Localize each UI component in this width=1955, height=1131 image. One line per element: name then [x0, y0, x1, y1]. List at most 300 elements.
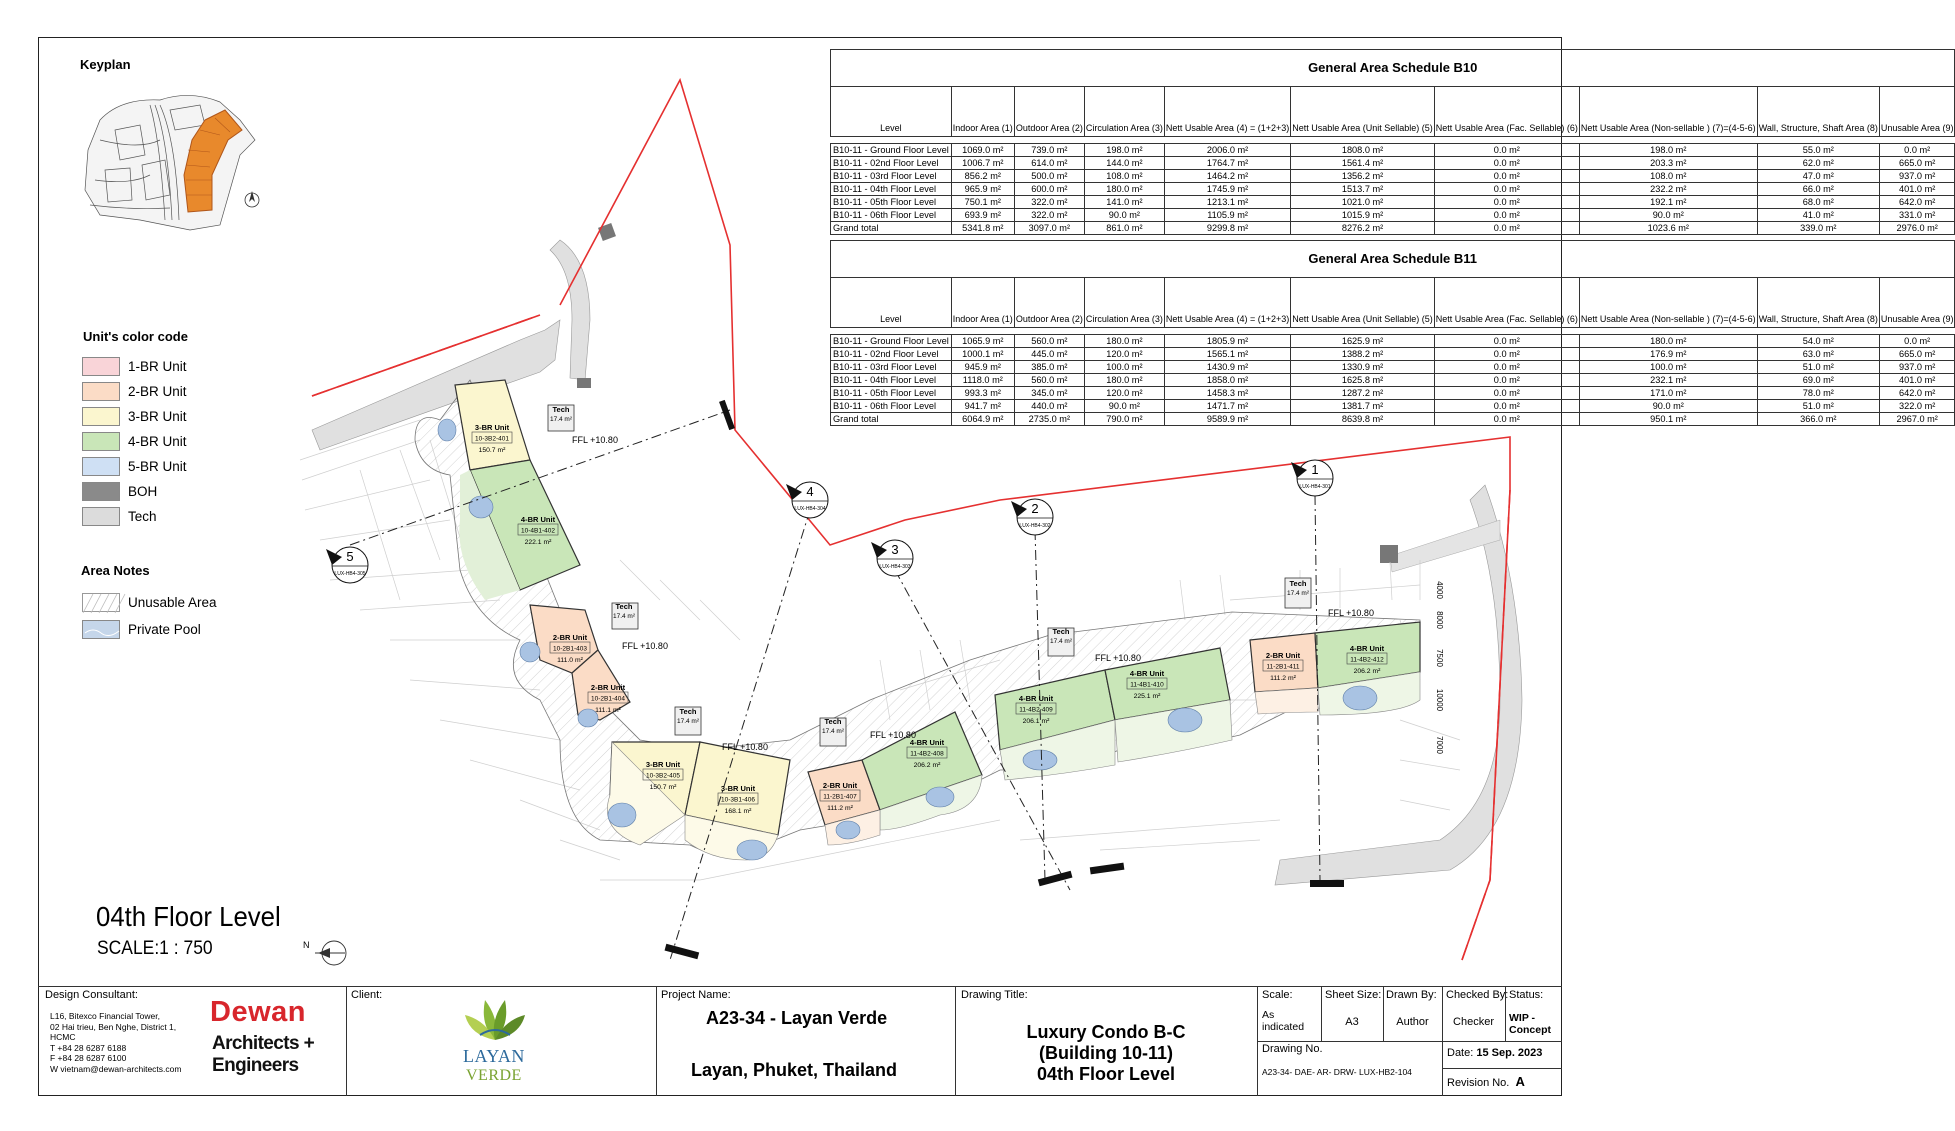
- project-location: Layan, Phuket, Thailand: [691, 1060, 898, 1080]
- schedule-cell: 993.3 m²: [951, 387, 1014, 400]
- schedule-cell: 0.0 m²: [1434, 335, 1579, 348]
- schedule-cell: 693.9 m²: [951, 209, 1014, 222]
- unit-area-label: 150.7 m²: [478, 447, 506, 454]
- schedule-cell: 0.0 m²: [1434, 374, 1579, 387]
- dewan-logo-line2: Architects +: [212, 1033, 315, 1054]
- schedule-cell: 68.0 m²: [1757, 196, 1879, 209]
- drawn-by-label: Drawn By:: [1386, 989, 1437, 1001]
- schedule-total-cell: 790.0 m²: [1084, 413, 1164, 426]
- unit-411: [1250, 633, 1318, 692]
- schedule-cell: 1381.7 m²: [1291, 400, 1435, 413]
- unit-area-label: 168.1 m²: [724, 808, 752, 815]
- legend-label: 5-BR Unit: [128, 458, 187, 474]
- section-ref: LUX-HB4-302: [1019, 523, 1051, 529]
- schedule-cell: 500.0 m²: [1014, 170, 1084, 183]
- schedule-cell: B10-11 - 05th Floor Level: [831, 387, 952, 400]
- unit-code-label: 11-2B1-407: [823, 793, 857, 801]
- schedule-cell: 232.2 m²: [1579, 183, 1757, 196]
- tech-area-label: 17.4 m²: [549, 416, 573, 423]
- schedule-cell: 322.0 m²: [1014, 196, 1084, 209]
- schedule-total-cell: 339.0 m²: [1757, 222, 1879, 235]
- schedule-cell: 322.0 m²: [1879, 400, 1955, 413]
- legend-label: 3-BR Unit: [128, 408, 187, 424]
- access-road: [1390, 520, 1500, 572]
- schedule-header-cell: Wall, Structure, Shaft Area (8): [1757, 278, 1879, 328]
- schedule-header-cell: Nett Usable Area (4) = (1+2+3): [1164, 87, 1290, 137]
- schedule-cell: 1565.1 m²: [1164, 348, 1290, 361]
- unit-code-label: 10-2B1-403: [553, 645, 587, 653]
- schedule-cell: 180.0 m²: [1084, 183, 1164, 196]
- schedule-cell: 54.0 m²: [1757, 335, 1879, 348]
- dimension-label: 8000: [1435, 611, 1444, 629]
- schedule-cell: 144.0 m²: [1084, 157, 1164, 170]
- schedule-header-cell: Nett Usable Area (Unit Sellable) (5): [1291, 278, 1435, 328]
- schedule-header-cell: Unusable Area (9): [1879, 278, 1955, 328]
- schedule-cell: 41.0 m²: [1757, 209, 1879, 222]
- schedule-cell: 1118.0 m²: [951, 374, 1014, 387]
- schedule-total-cell: 9299.8 m²: [1164, 222, 1290, 235]
- schedule-cell: 1471.7 m²: [1164, 400, 1290, 413]
- client-logo-layan: LAYAN: [463, 1046, 525, 1066]
- schedule-cell: 90.0 m²: [1579, 209, 1757, 222]
- schedule-cell: 180.0 m²: [1084, 374, 1164, 387]
- schedule-cell: 63.0 m²: [1757, 348, 1879, 361]
- title-block-top-border: [38, 986, 1562, 987]
- unit-type-label: 4-BR Unit: [520, 515, 556, 524]
- schedule-header-cell: Level: [831, 87, 952, 137]
- unit-type-label: 4-BR Unit: [1349, 644, 1385, 653]
- unit-type-label: 3-BR Unit: [645, 760, 681, 769]
- schedule-cell: 100.0 m²: [1579, 361, 1757, 374]
- schedule-total-cell: 0.0 m²: [1434, 413, 1579, 426]
- drawing-scale: SCALE:1 : 750: [97, 938, 213, 959]
- unit-area-label: 222.1 m²: [524, 539, 552, 546]
- status-label: Status:: [1509, 989, 1544, 1001]
- schedule-cell: 1561.4 m²: [1291, 157, 1435, 170]
- schedule-cell: 1015.9 m²: [1291, 209, 1435, 222]
- schedule-total-cell: 2967.0 m²: [1879, 413, 1955, 426]
- schedule-header-cell: Nett Usable Area (4) = (1+2+3): [1164, 278, 1290, 328]
- tech-label: Tech: [1289, 579, 1307, 588]
- tech-area-label: 17.4 m²: [821, 728, 845, 735]
- tech-area-label: 17.4 m²: [1049, 638, 1073, 645]
- schedule-total-cell: 2735.0 m²: [1014, 413, 1084, 426]
- schedule-header-cell: Outdoor Area (2): [1014, 278, 1084, 328]
- schedule-total-cell: Grand total: [831, 413, 952, 426]
- schedule-cell: 120.0 m²: [1084, 387, 1164, 400]
- schedule-cell: 345.0 m²: [1014, 387, 1084, 400]
- schedule-cell: 1625.8 m²: [1291, 374, 1435, 387]
- schedule-cell: 171.0 m²: [1579, 387, 1757, 400]
- schedule-total-cell: 861.0 m²: [1084, 222, 1164, 235]
- schedule-cell: B10-11 - Ground Floor Level: [831, 335, 952, 348]
- unit-area-label: 111.1 m²: [595, 707, 621, 714]
- scale-value: As indicated: [1262, 1009, 1305, 1033]
- sheet-size-label: Sheet Size:: [1325, 989, 1382, 1001]
- revision-value: A: [1515, 1074, 1525, 1089]
- schedule-header-cell: Level: [831, 278, 952, 328]
- schedule-cell: 108.0 m²: [1579, 170, 1757, 183]
- schedule-total-cell: 950.1 m²: [1579, 413, 1757, 426]
- client-logo-verde: VERDE: [466, 1067, 522, 1084]
- schedule-cell: 665.0 m²: [1879, 157, 1955, 170]
- layan-verde-leaf-icon: [460, 995, 530, 1045]
- schedule-cell: 1745.9 m²: [1164, 183, 1290, 196]
- schedule-cell: 198.0 m²: [1084, 144, 1164, 157]
- tech-label: Tech: [679, 707, 697, 716]
- schedule-cell: 1513.7 m²: [1291, 183, 1435, 196]
- project-name: A23-34 - Layan Verde: [706, 1008, 888, 1028]
- unit-code-label: 10-3B2-405: [646, 772, 680, 780]
- schedule-cell: 614.0 m²: [1014, 157, 1084, 170]
- schedule-cell: 1069.0 m²: [951, 144, 1014, 157]
- date-field: [1447, 1047, 1542, 1059]
- schedule-header-cell: Wall, Structure, Shaft Area (8): [1757, 87, 1879, 137]
- schedule-total-cell: 0.0 m²: [1434, 222, 1579, 235]
- section-number: 4: [806, 484, 814, 499]
- section-number: 1: [1311, 462, 1319, 477]
- checked-by-label: Checked By:: [1446, 989, 1509, 1001]
- schedule-cell: 78.0 m²: [1757, 387, 1879, 400]
- unit-type-label: 4-BR Unit: [909, 738, 945, 747]
- unit-code-label: 11-4B2-408: [910, 750, 944, 758]
- schedule-cell: B10-11 - 04th Floor Level: [831, 183, 952, 196]
- section-ref: LUX-HB4-301: [1299, 484, 1331, 490]
- title-block-divider: [1442, 1068, 1562, 1069]
- schedule-total-cell: 9589.9 m²: [1164, 413, 1290, 426]
- schedule-title: General Area Schedule B11: [830, 240, 1955, 277]
- dimension-label: 7500: [1435, 649, 1444, 667]
- schedule-header-cell: Unusable Area (9): [1879, 87, 1955, 137]
- schedule-total-cell: 5341.8 m²: [951, 222, 1014, 235]
- title-block-divider: [1383, 986, 1384, 1041]
- schedule-cell: 51.0 m²: [1757, 400, 1879, 413]
- unit-code-label: 11-4B1-410: [1130, 681, 1164, 689]
- schedule-cell: 401.0 m²: [1879, 183, 1955, 196]
- unit-type-label: 2-BR Unit: [822, 781, 858, 790]
- status-value: WIP - Concept: [1509, 1012, 1551, 1036]
- date-label: Date:: [1447, 1047, 1474, 1059]
- schedule-total-cell: Grand total: [831, 222, 952, 235]
- schedule-total-cell: 6064.9 m²: [951, 413, 1014, 426]
- schedule-cell: 0.0 m²: [1434, 183, 1579, 196]
- ffl-label: FFL +10.80: [622, 641, 668, 651]
- schedule-cell: B10-11 - 05th Floor Level: [831, 196, 952, 209]
- section-number: 2: [1031, 501, 1039, 516]
- legend-label: 2-BR Unit: [128, 383, 187, 399]
- drawing-level-title: 04th Floor Level: [96, 901, 281, 932]
- schedule-total-cell: 366.0 m²: [1757, 413, 1879, 426]
- legend-label: Tech: [128, 508, 157, 524]
- dimension-label: 10000: [1435, 688, 1444, 712]
- scale-label: Scale:: [1262, 989, 1293, 1001]
- keyplan-title: Keyplan: [80, 57, 131, 72]
- section-ref: LUX-HB4-304: [794, 506, 826, 512]
- client-label: Client:: [351, 989, 383, 1001]
- schedule-cell: 1287.2 m²: [1291, 387, 1435, 400]
- area-note-label: Private Pool: [128, 621, 201, 637]
- unit-area-label: 225.1 m²: [1133, 693, 1161, 700]
- ffl-label: FFL +10.80: [1095, 653, 1141, 663]
- schedule-cell: 642.0 m²: [1879, 196, 1955, 209]
- schedule-cell: 0.0 m²: [1434, 387, 1579, 400]
- unit-code-label: 10-2B1-404: [591, 695, 625, 703]
- schedule-cell: 120.0 m²: [1084, 348, 1164, 361]
- sheet-size: A3: [1345, 1016, 1359, 1028]
- schedule-cell: 739.0 m²: [1014, 144, 1084, 157]
- schedule-cell: 203.3 m²: [1579, 157, 1757, 170]
- schedule-total-cell: 8276.2 m²: [1291, 222, 1435, 235]
- schedule-cell: 55.0 m²: [1757, 144, 1879, 157]
- schedule-header-cell: Circulation Area (3): [1084, 278, 1164, 328]
- drawing-title-label: Drawing Title:: [961, 989, 1028, 1001]
- schedule-title: General Area Schedule B10: [830, 49, 1955, 86]
- schedule-cell: B10-11 - 03rd Floor Level: [831, 170, 952, 183]
- unit-area-label: 111.2 m²: [1270, 675, 1296, 682]
- section-number: 3: [891, 542, 899, 557]
- section-number: 5: [346, 549, 354, 564]
- schedule-cell: 1213.1 m²: [1164, 196, 1290, 209]
- schedule-cell: 0.0 m²: [1434, 157, 1579, 170]
- revision-label: Revision No.: [1447, 1077, 1510, 1089]
- drawing-title-line: (Building 10-11): [1038, 1043, 1173, 1063]
- section-ref: LUX-HB4-305: [334, 571, 366, 577]
- schedule-cell: B10-11 - 04th Floor Level: [831, 374, 952, 387]
- title-block-divider: [1321, 986, 1322, 1041]
- consultant-email: W vietnam@dewan-architects.com: [50, 1063, 182, 1074]
- unit-area-label: 206.2 m²: [1353, 668, 1381, 675]
- schedule-cell: 0.0 m²: [1434, 209, 1579, 222]
- schedule-cell: 1330.9 m²: [1291, 361, 1435, 374]
- schedule-cell: 198.0 m²: [1579, 144, 1757, 157]
- consultant-phone: T +84 28 6287 6188: [50, 1042, 127, 1053]
- ffl-label: FFL +10.80: [572, 435, 618, 445]
- schedule-cell: 0.0 m²: [1434, 361, 1579, 374]
- address-line: L16, Bitexco Financial Tower,: [50, 1011, 160, 1021]
- schedule-cell: 385.0 m²: [1014, 361, 1084, 374]
- unit-type-label: 2-BR Unit: [552, 633, 588, 642]
- schedule-cell: 66.0 m²: [1757, 183, 1879, 196]
- schedule-cell: 1021.0 m²: [1291, 196, 1435, 209]
- schedule-cell: 1000.1 m²: [951, 348, 1014, 361]
- schedule-cell: 331.0 m²: [1879, 209, 1955, 222]
- schedule-header-cell: Nett Usable Area (Fac. Sellable) (6): [1434, 278, 1579, 328]
- consultant-address: [50, 1011, 181, 1074]
- schedule-cell: 0.0 m²: [1434, 400, 1579, 413]
- schedule-cell: 180.0 m²: [1084, 335, 1164, 348]
- schedule-header-cell: Circulation Area (3): [1084, 87, 1164, 137]
- consultant-fax: F +84 28 6287 6100: [50, 1053, 127, 1063]
- design-consultant-label: Design Consultant:: [45, 989, 138, 1001]
- schedule-cell: B10-11 - 02nd Floor Level: [831, 348, 952, 361]
- unit-code-label: 10-3B2-401: [475, 435, 509, 443]
- legend-label: 4-BR Unit: [128, 433, 187, 449]
- ffl-label: FFL +10.80: [1328, 608, 1374, 618]
- unit-type-label: 2-BR Unit: [590, 683, 626, 692]
- schedule-cell: 945.9 m²: [951, 361, 1014, 374]
- legend-label: 1-BR Unit: [128, 358, 187, 374]
- tech-area-label: 17.4 m²: [612, 613, 636, 620]
- schedule-cell: 1458.3 m²: [1164, 387, 1290, 400]
- title-block-divider: [1257, 1041, 1562, 1042]
- tech-label: Tech: [615, 602, 633, 611]
- schedule-cell: 0.0 m²: [1434, 196, 1579, 209]
- tech-label: Tech: [1052, 627, 1070, 636]
- checked-by: Checker: [1453, 1016, 1494, 1028]
- schedule-cell: 1065.9 m²: [951, 335, 1014, 348]
- unit-area-label: 206.1 m²: [1022, 718, 1050, 725]
- schedule-cell: 1105.9 m²: [1164, 209, 1290, 222]
- schedule-cell: 90.0 m²: [1084, 209, 1164, 222]
- schedule-cell: 100.0 m²: [1084, 361, 1164, 374]
- dewan-logo-text: Dewan: [210, 996, 306, 1028]
- schedule-cell: 965.9 m²: [951, 183, 1014, 196]
- schedule-cell: 600.0 m²: [1014, 183, 1084, 196]
- unit-code-label: 11-4B2-409: [1019, 706, 1053, 714]
- schedule-header-cell: Nett Usable Area (Non-sellable ) (7)=(4-5-6): [1579, 87, 1757, 137]
- schedule-header-cell: Outdoor Area (2): [1014, 87, 1084, 137]
- schedule-cell: 941.7 m²: [951, 400, 1014, 413]
- address-line: HCMC: [50, 1032, 76, 1042]
- drawing-title: [955, 1022, 1257, 1085]
- schedule-cell: 560.0 m²: [1014, 335, 1084, 348]
- area-notes-title: Area Notes: [81, 563, 150, 578]
- schedule-cell: 937.0 m²: [1879, 361, 1955, 374]
- address-line: 02 Hai trieu, Ben Nghe, District 1,: [50, 1021, 177, 1032]
- title-block-divider: [346, 986, 347, 1096]
- schedule-header-cell: Nett Usable Area (Fac. Sellable) (6): [1434, 87, 1579, 137]
- schedule-cell: 47.0 m²: [1757, 170, 1879, 183]
- schedule-cell: 1764.7 m²: [1164, 157, 1290, 170]
- schedule-cell: 0.0 m²: [1434, 144, 1579, 157]
- schedule-cell: 192.1 m²: [1579, 196, 1757, 209]
- schedule-header-cell: Nett Usable Area (Unit Sellable) (5): [1291, 87, 1435, 137]
- schedule-total-cell: 2976.0 m²: [1879, 222, 1955, 235]
- schedule-cell: 937.0 m²: [1879, 170, 1955, 183]
- unit-code-label: 11-2B1-411: [1266, 663, 1300, 671]
- project-name-label: Project Name:: [661, 989, 731, 1001]
- schedule-cell: 642.0 m²: [1879, 387, 1955, 400]
- north-arrow-icon: [315, 941, 346, 965]
- schedule-cell: 69.0 m²: [1757, 374, 1879, 387]
- tech-area-label: 17.4 m²: [1286, 590, 1310, 597]
- schedule-header-cell: Indoor Area (1): [951, 87, 1014, 137]
- tech-label: Tech: [824, 717, 842, 726]
- date-value: 15 Sep. 2023: [1476, 1047, 1543, 1059]
- schedule-cell: 856.2 m²: [951, 170, 1014, 183]
- schedule-cell: 1625.9 m²: [1291, 335, 1435, 348]
- unit-area-label: 111.0 m²: [557, 657, 583, 664]
- schedule-cell: 90.0 m²: [1084, 400, 1164, 413]
- schedule-cell: 665.0 m²: [1879, 348, 1955, 361]
- schedule-cell: 2006.0 m²: [1164, 144, 1290, 157]
- schedule-cell: 141.0 m²: [1084, 196, 1164, 209]
- drawn-by: Author: [1396, 1016, 1429, 1028]
- schedule-cell: 445.0 m²: [1014, 348, 1084, 361]
- schedule-cell: 1356.2 m²: [1291, 170, 1435, 183]
- schedule-cell: 1858.0 m²: [1164, 374, 1290, 387]
- unit-code-label: 10-3B1-406: [721, 796, 755, 804]
- legend-label: BOH: [128, 483, 158, 499]
- schedule-cell: 1808.0 m²: [1291, 144, 1435, 157]
- schedule-cell: 401.0 m²: [1879, 374, 1955, 387]
- schedule-header-cell: Indoor Area (1): [951, 278, 1014, 328]
- schedule-cell: 62.0 m²: [1757, 157, 1879, 170]
- drawing-no: A23-34- DAE- AR- DRW- LUX-HB2-104: [1262, 1067, 1412, 1077]
- schedule-cell: 0.0 m²: [1434, 348, 1579, 361]
- schedule-cell: B10-11 - 06th Floor Level: [831, 400, 952, 413]
- schedule-cell: 1006.7 m²: [951, 157, 1014, 170]
- unit-code-label: 10-4B1-402: [521, 527, 555, 535]
- title-block-divider: [656, 986, 657, 1096]
- schedule-total-cell: 8639.8 m²: [1291, 413, 1435, 426]
- schedule-cell: 1464.2 m²: [1164, 170, 1290, 183]
- schedule-cell: B10-11 - 02nd Floor Level: [831, 157, 952, 170]
- schedule-total-cell: 3097.0 m²: [1014, 222, 1084, 235]
- schedule-cell: 322.0 m²: [1014, 209, 1084, 222]
- schedule-cell: 0.0 m²: [1879, 144, 1955, 157]
- ffl-label: FFL +10.80: [722, 742, 768, 752]
- revision-field: [1447, 1074, 1525, 1089]
- unit-area-label: 150.7 m²: [649, 784, 677, 791]
- schedule-cell: 750.1 m²: [951, 196, 1014, 209]
- tech-area-label: 17.4 m²: [676, 718, 700, 725]
- drawing-title-line: Luxury Condo B-C: [1026, 1022, 1186, 1042]
- section-ref: LUX-HB4-303: [879, 564, 911, 570]
- schedule-cell: 440.0 m²: [1014, 400, 1084, 413]
- boh-block: [598, 223, 616, 241]
- schedule-total-cell: 1023.6 m²: [1579, 222, 1757, 235]
- legend-title: Unit's color code: [83, 329, 188, 344]
- schedule-cell: 1388.2 m²: [1291, 348, 1435, 361]
- schedule-cell: 0.0 m²: [1434, 170, 1579, 183]
- unit-type-label: 3-BR Unit: [474, 423, 510, 432]
- unit-type-label: 4-BR Unit: [1018, 694, 1054, 703]
- unit-area-label: 206.2 m²: [913, 762, 941, 769]
- schedule-cell: B10-11 - 03rd Floor Level: [831, 361, 952, 374]
- dimension-label: 7000: [1435, 736, 1444, 754]
- schedule-cell: 180.0 m²: [1579, 335, 1757, 348]
- schedule-cell: 108.0 m²: [1084, 170, 1164, 183]
- schedule-cell: B10-11 - 06th Floor Level: [831, 209, 952, 222]
- dewan-logo-line3: Engineers: [212, 1055, 299, 1076]
- schedule-cell: 90.0 m²: [1579, 400, 1757, 413]
- unit-code-label: 11-4B2-412: [1350, 656, 1384, 664]
- boh-block: [577, 378, 591, 388]
- schedule-header-cell: Nett Usable Area (Non-sellable ) (7)=(4-5-6): [1579, 278, 1757, 328]
- north-letter: N: [303, 940, 310, 950]
- drawing-title-line: 04th Floor Level: [1036, 1064, 1176, 1084]
- unit-type-label: 2-BR Unit: [1265, 651, 1301, 660]
- schedule-cell: 0.0 m²: [1879, 335, 1955, 348]
- schedule-cell: 51.0 m²: [1757, 361, 1879, 374]
- dimension-label: 4000: [1435, 581, 1444, 599]
- schedule-cell: 176.9 m²: [1579, 348, 1757, 361]
- schedule-cell: 1805.9 m²: [1164, 335, 1290, 348]
- unit-type-label: 3-BR Unit: [720, 784, 756, 793]
- unit-type-label: 4-BR Unit: [1129, 669, 1165, 678]
- drawing-no-label: Drawing No.: [1262, 1043, 1323, 1055]
- schedule-cell: 232.1 m²: [1579, 374, 1757, 387]
- area-note-label: Unusable Area: [128, 594, 217, 610]
- unit-area-label: 111.2 m²: [827, 805, 853, 812]
- ffl-label: FFL +10.80: [870, 730, 916, 740]
- schedule-cell: B10-11 - Ground Floor Level: [831, 144, 952, 157]
- schedule-cell: 560.0 m²: [1014, 374, 1084, 387]
- tech-label: Tech: [552, 405, 570, 414]
- boh-block: [1380, 545, 1398, 563]
- schedule-cell: 1430.9 m²: [1164, 361, 1290, 374]
